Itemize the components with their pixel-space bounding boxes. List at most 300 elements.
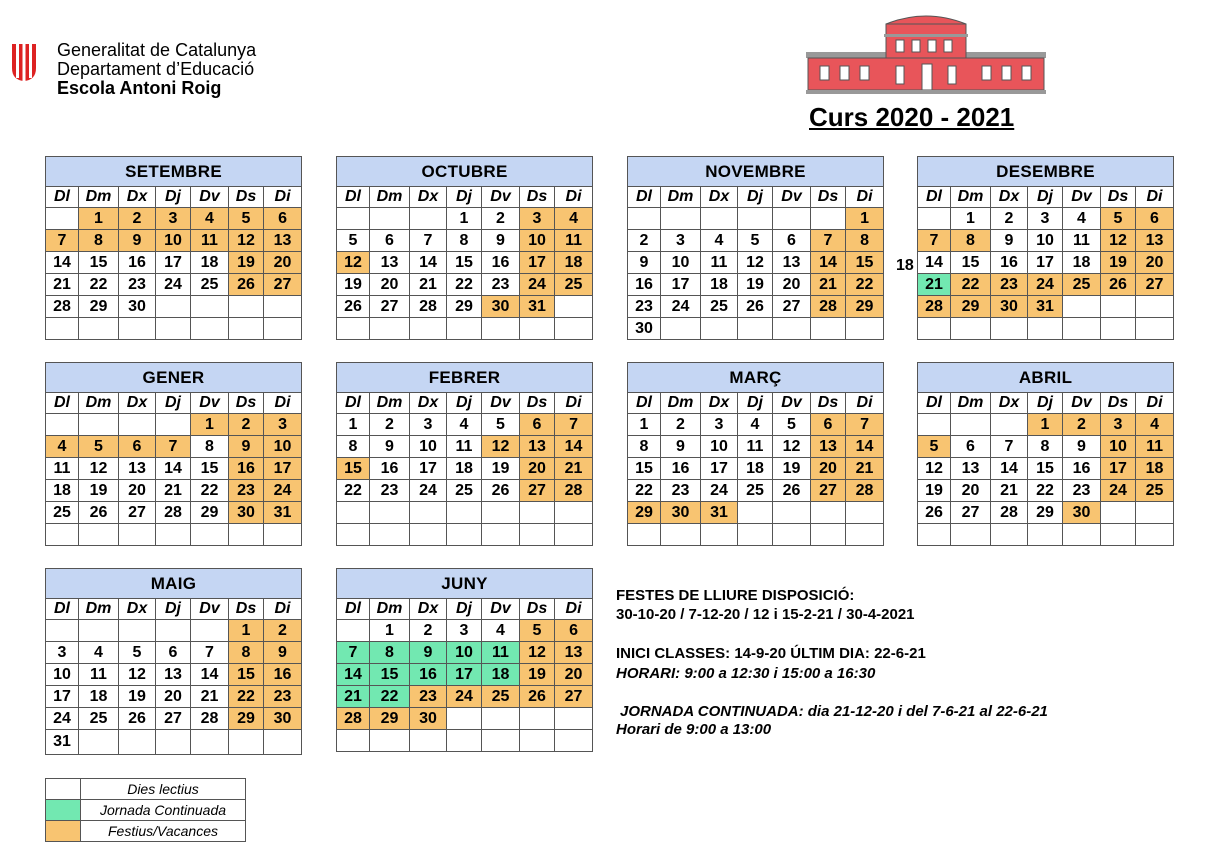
empty-cell — [1136, 524, 1174, 546]
month-calendar — [917, 362, 1173, 546]
day-cell: 16 — [264, 664, 302, 686]
day-cell: 24 — [1101, 480, 1136, 502]
day-cell: 21 — [191, 686, 229, 708]
day-cell: 21 — [846, 458, 884, 480]
day-cell: 4 — [555, 208, 593, 230]
day-cell: 20 — [555, 664, 593, 686]
empty-cell — [79, 524, 119, 546]
day-cell: 17 — [447, 664, 482, 686]
month-title: MAIG — [46, 569, 302, 599]
weekday-header: Dx — [410, 187, 447, 208]
weekday-header: Dv — [482, 599, 520, 620]
day-cell: 10 — [701, 436, 738, 458]
empty-cell — [1028, 524, 1063, 546]
empty-cell — [811, 208, 846, 230]
day-cell: 26 — [79, 502, 119, 524]
course-title: Curs 2020 - 2021 — [809, 102, 1015, 132]
empty-cell — [951, 524, 991, 546]
weekday-header: Ds — [1101, 187, 1136, 208]
empty-cell — [119, 318, 156, 340]
empty-cell — [447, 730, 482, 752]
day-cell: 12 — [773, 436, 811, 458]
day-cell: 9 — [119, 230, 156, 252]
day-cell: 7 — [918, 230, 951, 252]
empty-cell — [701, 208, 738, 230]
empty-cell — [1063, 318, 1101, 340]
day-cell: 10 — [264, 436, 302, 458]
weekday-header: Ds — [811, 187, 846, 208]
day-cell: 7 — [337, 642, 370, 664]
continuous-day-info: JORNADA CONTINUADA: dia 21-12-20 i del 7-6-21 al 22-6-21 — [620, 703, 1048, 720]
legend-item-festius — [46, 821, 246, 842]
month-title: GENER — [46, 363, 302, 393]
day-cell: 24 — [264, 480, 302, 502]
day-cell: 8 — [370, 642, 410, 664]
empty-cell — [918, 524, 951, 546]
weekday-header: Dx — [701, 393, 738, 414]
weekday-header: Dj — [156, 393, 191, 414]
school-building-icon — [806, 10, 1046, 95]
day-cell: 14 — [846, 436, 884, 458]
day-cell: 22 — [447, 274, 482, 296]
empty-cell — [79, 318, 119, 340]
empty-cell — [447, 502, 482, 524]
weekday-header: Ds — [229, 187, 264, 208]
weekday-header: Ds — [520, 599, 555, 620]
day-cell: 23 — [410, 686, 447, 708]
weekday-header: Dv — [1063, 187, 1101, 208]
month-title: NOVEMBRE — [628, 157, 884, 187]
day-cell: 22 — [79, 274, 119, 296]
empty-cell — [773, 524, 811, 546]
empty-cell — [991, 318, 1028, 340]
day-cell: 3 — [447, 620, 482, 642]
day-cell: 30 — [628, 318, 661, 340]
day-cell: 1 — [191, 414, 229, 436]
day-cell: 16 — [229, 458, 264, 480]
empty-cell — [337, 730, 370, 752]
empty-cell — [661, 208, 701, 230]
day-cell: 4 — [482, 620, 520, 642]
empty-cell — [191, 296, 229, 318]
day-cell: 13 — [1136, 230, 1174, 252]
day-cell: 14 — [191, 664, 229, 686]
empty-cell — [482, 524, 520, 546]
empty-cell — [119, 730, 156, 755]
empty-cell — [555, 502, 593, 524]
day-cell: 7 — [811, 230, 846, 252]
day-cell: 26 — [482, 480, 520, 502]
day-cell: 1 — [447, 208, 482, 230]
day-cell: 24 — [46, 708, 79, 730]
org-line-1: Generalitat de Catalunya — [57, 40, 257, 60]
day-cell: 6 — [773, 230, 811, 252]
empty-cell — [520, 318, 555, 340]
day-cell: 11 — [701, 252, 738, 274]
weekday-header: Dm — [79, 393, 119, 414]
empty-cell — [264, 296, 302, 318]
day-cell: 25 — [79, 708, 119, 730]
day-cell: 5 — [79, 436, 119, 458]
day-cell: 25 — [46, 502, 79, 524]
day-cell: 7 — [46, 230, 79, 252]
day-cell: 26 — [229, 274, 264, 296]
empty-cell — [447, 524, 482, 546]
day-cell: 19 — [918, 480, 951, 502]
day-cell: 19 — [738, 274, 773, 296]
day-cell: 5 — [520, 620, 555, 642]
day-cell: 12 — [229, 230, 264, 252]
day-cell: 30 — [991, 296, 1028, 318]
day-cell: 20 — [370, 274, 410, 296]
day-cell: 18 — [555, 252, 593, 274]
month-calendar — [45, 362, 301, 546]
class-dates: INICI CLASSES: 14-9-20 ÚLTIM DIA: 22-6-21 — [616, 645, 926, 662]
day-cell: 15 — [846, 252, 884, 274]
day-cell: 20 — [811, 458, 846, 480]
day-cell: 2 — [628, 230, 661, 252]
day-cell: 14 — [46, 252, 79, 274]
day-cell: 20 — [264, 252, 302, 274]
day-cell: 22 — [370, 686, 410, 708]
day-cell: 31 — [264, 502, 302, 524]
day-cell: 25 — [738, 480, 773, 502]
day-cell: 28 — [846, 480, 884, 502]
day-cell: 7 — [156, 436, 191, 458]
day-cell: 15 — [191, 458, 229, 480]
empty-cell — [628, 208, 661, 230]
empty-cell — [79, 620, 119, 642]
day-cell: 25 — [555, 274, 593, 296]
day-cell: 14 — [811, 252, 846, 274]
day-cell: 7 — [191, 642, 229, 664]
day-cell: 27 — [951, 502, 991, 524]
day-cell: 22 — [191, 480, 229, 502]
weekday-header: Dm — [370, 393, 410, 414]
empty-cell — [811, 524, 846, 546]
day-cell: 17 — [410, 458, 447, 480]
day-cell: 22 — [951, 274, 991, 296]
weekday-header: Dx — [991, 393, 1028, 414]
month-title: JUNY — [337, 569, 593, 599]
day-cell: 16 — [1063, 458, 1101, 480]
day-cell: 23 — [991, 274, 1028, 296]
day-cell: 9 — [628, 252, 661, 274]
day-cell: 25 — [701, 296, 738, 318]
legend-label: Festius/Vacances — [81, 821, 246, 842]
weekday-header: Dm — [370, 187, 410, 208]
weekday-header: Dm — [79, 187, 119, 208]
empty-cell — [191, 318, 229, 340]
empty-cell — [119, 414, 156, 436]
day-cell: 14 — [410, 252, 447, 274]
weekday-header: Dl — [337, 599, 370, 620]
day-cell: 3 — [410, 414, 447, 436]
day-cell: 26 — [337, 296, 370, 318]
day-cell: 11 — [482, 642, 520, 664]
day-cell: 9 — [370, 436, 410, 458]
day-cell: 10 — [410, 436, 447, 458]
month-title: FEBRER — [337, 363, 593, 393]
day-cell: 27 — [1136, 274, 1174, 296]
day-cell: 19 — [520, 664, 555, 686]
empty-cell — [1136, 296, 1174, 318]
day-cell: 27 — [811, 480, 846, 502]
day-cell: 17 — [1028, 252, 1063, 274]
empty-cell — [482, 318, 520, 340]
day-cell: 4 — [1136, 414, 1174, 436]
day-cell: 4 — [1063, 208, 1101, 230]
empty-cell — [846, 318, 884, 340]
empty-cell — [191, 730, 229, 755]
day-cell: 2 — [661, 414, 701, 436]
empty-cell — [951, 318, 991, 340]
month-calendar — [627, 156, 883, 340]
continuous-schedule: Horari de 9:00 a 13:00 — [616, 721, 772, 738]
month-title: OCTUBRE — [337, 157, 593, 187]
day-cell: 16 — [482, 252, 520, 274]
day-cell: 2 — [1063, 414, 1101, 436]
empty-cell — [482, 502, 520, 524]
day-cell: 19 — [79, 480, 119, 502]
day-cell: 2 — [370, 414, 410, 436]
day-cell: 4 — [447, 414, 482, 436]
day-cell: 13 — [811, 436, 846, 458]
empty-cell — [191, 620, 229, 642]
day-cell: 11 — [555, 230, 593, 252]
day-cell: 2 — [991, 208, 1028, 230]
weekday-header: Di — [555, 187, 593, 208]
day-cell: 16 — [119, 252, 156, 274]
weekday-header: Dl — [46, 599, 79, 620]
weekday-header: Dm — [370, 599, 410, 620]
day-cell: 19 — [1101, 252, 1136, 274]
day-cell: 27 — [370, 296, 410, 318]
day-cell: 4 — [738, 414, 773, 436]
empty-cell — [482, 730, 520, 752]
month-title: SETEMBRE — [46, 157, 302, 187]
weekday-header: Ds — [1101, 393, 1136, 414]
empty-cell — [191, 524, 229, 546]
day-cell: 9 — [410, 642, 447, 664]
empty-cell — [918, 318, 951, 340]
empty-cell — [1136, 502, 1174, 524]
day-cell: 10 — [156, 230, 191, 252]
empty-cell — [738, 502, 773, 524]
day-cell: 9 — [661, 436, 701, 458]
day-cell: 16 — [370, 458, 410, 480]
day-cell: 12 — [119, 664, 156, 686]
weekday-header: Dj — [1028, 393, 1063, 414]
empty-cell — [520, 502, 555, 524]
empty-cell — [1101, 318, 1136, 340]
weekday-header: Dj — [1028, 187, 1063, 208]
day-cell: 13 — [951, 458, 991, 480]
day-cell: 18 — [738, 458, 773, 480]
day-cell: 21 — [337, 686, 370, 708]
day-cell: 2 — [482, 208, 520, 230]
day-cell: 9 — [1063, 436, 1101, 458]
day-cell: 8 — [337, 436, 370, 458]
day-cell: 15 — [79, 252, 119, 274]
day-cell: 24 — [701, 480, 738, 502]
empty-cell — [1063, 296, 1101, 318]
day-cell: 20 — [951, 480, 991, 502]
weekday-header: Dv — [191, 187, 229, 208]
empty-cell — [229, 296, 264, 318]
day-cell: 13 — [156, 664, 191, 686]
weekday-header: Dv — [1063, 393, 1101, 414]
weekday-header: Dx — [119, 393, 156, 414]
day-cell: 2 — [264, 620, 302, 642]
month-title: ABRIL — [918, 363, 1174, 393]
day-cell: 14 — [156, 458, 191, 480]
day-cell: 20 — [119, 480, 156, 502]
day-cell: 26 — [1101, 274, 1136, 296]
weekday-header: Dj — [447, 187, 482, 208]
day-cell: 24 — [661, 296, 701, 318]
day-cell: 23 — [628, 296, 661, 318]
day-cell: 19 — [773, 458, 811, 480]
day-cell: 12 — [918, 458, 951, 480]
empty-cell — [773, 502, 811, 524]
empty-cell — [628, 524, 661, 546]
day-cell: 25 — [447, 480, 482, 502]
day-cell: 29 — [370, 708, 410, 730]
day-cell: 29 — [846, 296, 884, 318]
empty-cell — [229, 730, 264, 755]
weekday-header: Dv — [482, 393, 520, 414]
day-cell: 28 — [156, 502, 191, 524]
day-cell: 19 — [482, 458, 520, 480]
empty-cell — [520, 708, 555, 730]
day-cell: 15 — [447, 252, 482, 274]
empty-cell — [229, 318, 264, 340]
day-cell: 27 — [156, 708, 191, 730]
day-cell: 21 — [156, 480, 191, 502]
weekday-header: Dl — [337, 187, 370, 208]
day-cell: 11 — [46, 458, 79, 480]
weekday-header: Dx — [410, 393, 447, 414]
day-cell: 16 — [628, 274, 661, 296]
day-cell: 9 — [991, 230, 1028, 252]
weekday-header: Dm — [951, 187, 991, 208]
empty-cell — [520, 730, 555, 752]
weekday-header: Ds — [520, 187, 555, 208]
empty-cell — [337, 620, 370, 642]
weekday-header: Dl — [46, 187, 79, 208]
weekday-header: Dx — [991, 187, 1028, 208]
day-cell: 3 — [264, 414, 302, 436]
day-cell: 10 — [46, 664, 79, 686]
day-cell: 2 — [119, 208, 156, 230]
day-cell: 11 — [738, 436, 773, 458]
weekday-header: Dv — [773, 393, 811, 414]
day-cell: 18 — [1063, 252, 1101, 274]
school-name: Escola Antoni Roig — [57, 78, 222, 98]
day-cell: 18 — [482, 664, 520, 686]
day-cell: 21 — [46, 274, 79, 296]
day-cell: 30 — [119, 296, 156, 318]
month-calendar — [627, 362, 883, 546]
empty-cell — [337, 208, 370, 230]
day-cell: 3 — [661, 230, 701, 252]
weekday-header: Dm — [661, 187, 701, 208]
day-cell: 17 — [520, 252, 555, 274]
day-cell: 10 — [1101, 436, 1136, 458]
empty-cell — [555, 318, 593, 340]
weekday-header: Di — [555, 599, 593, 620]
day-cell: 28 — [410, 296, 447, 318]
day-cell: 3 — [520, 208, 555, 230]
day-cell: 26 — [738, 296, 773, 318]
day-cell: 29 — [79, 296, 119, 318]
day-cell: 15 — [628, 458, 661, 480]
day-cell: 21 — [410, 274, 447, 296]
day-cell: 13 — [119, 458, 156, 480]
day-cell: 19 — [337, 274, 370, 296]
day-cell: 7 — [846, 414, 884, 436]
empty-cell — [555, 524, 593, 546]
day-cell: 15 — [229, 664, 264, 686]
day-cell: 28 — [555, 480, 593, 502]
day-cell: 4 — [46, 436, 79, 458]
day-cell: 15 — [337, 458, 370, 480]
empty-cell — [370, 524, 410, 546]
empty-cell — [701, 524, 738, 546]
month-calendar — [45, 156, 301, 340]
weekday-header: Dv — [773, 187, 811, 208]
empty-cell — [991, 414, 1028, 436]
empty-cell — [370, 730, 410, 752]
day-cell: 8 — [628, 436, 661, 458]
weekday-header: Ds — [520, 393, 555, 414]
weekday-header: Dj — [738, 393, 773, 414]
day-cell: 31 — [46, 730, 79, 755]
day-cell: 11 — [447, 436, 482, 458]
day-cell: 6 — [811, 414, 846, 436]
day-cell: 6 — [951, 436, 991, 458]
day-cell: 7 — [555, 414, 593, 436]
day-cell: 10 — [447, 642, 482, 664]
empty-cell — [156, 318, 191, 340]
empty-cell — [811, 502, 846, 524]
day-cell: 1 — [370, 620, 410, 642]
day-cell: 2 — [229, 414, 264, 436]
day-cell: 21 — [918, 274, 951, 296]
day-cell: 8 — [951, 230, 991, 252]
weekday-header: Dm — [79, 599, 119, 620]
empty-cell — [264, 730, 302, 755]
day-cell: 25 — [1063, 274, 1101, 296]
day-cell: 9 — [264, 642, 302, 664]
empty-cell — [46, 318, 79, 340]
weekday-header: Dl — [918, 187, 951, 208]
day-cell: 27 — [773, 296, 811, 318]
day-cell: 14 — [555, 436, 593, 458]
day-cell: 22 — [337, 480, 370, 502]
day-cell: 18 — [46, 480, 79, 502]
day-cell: 17 — [1101, 458, 1136, 480]
day-cell: 12 — [520, 642, 555, 664]
day-cell: 14 — [991, 458, 1028, 480]
day-cell: 18 — [79, 686, 119, 708]
day-cell: 3 — [701, 414, 738, 436]
day-cell: 14 — [337, 664, 370, 686]
empty-cell — [370, 208, 410, 230]
empty-cell — [447, 708, 482, 730]
legend-swatch — [46, 779, 81, 800]
